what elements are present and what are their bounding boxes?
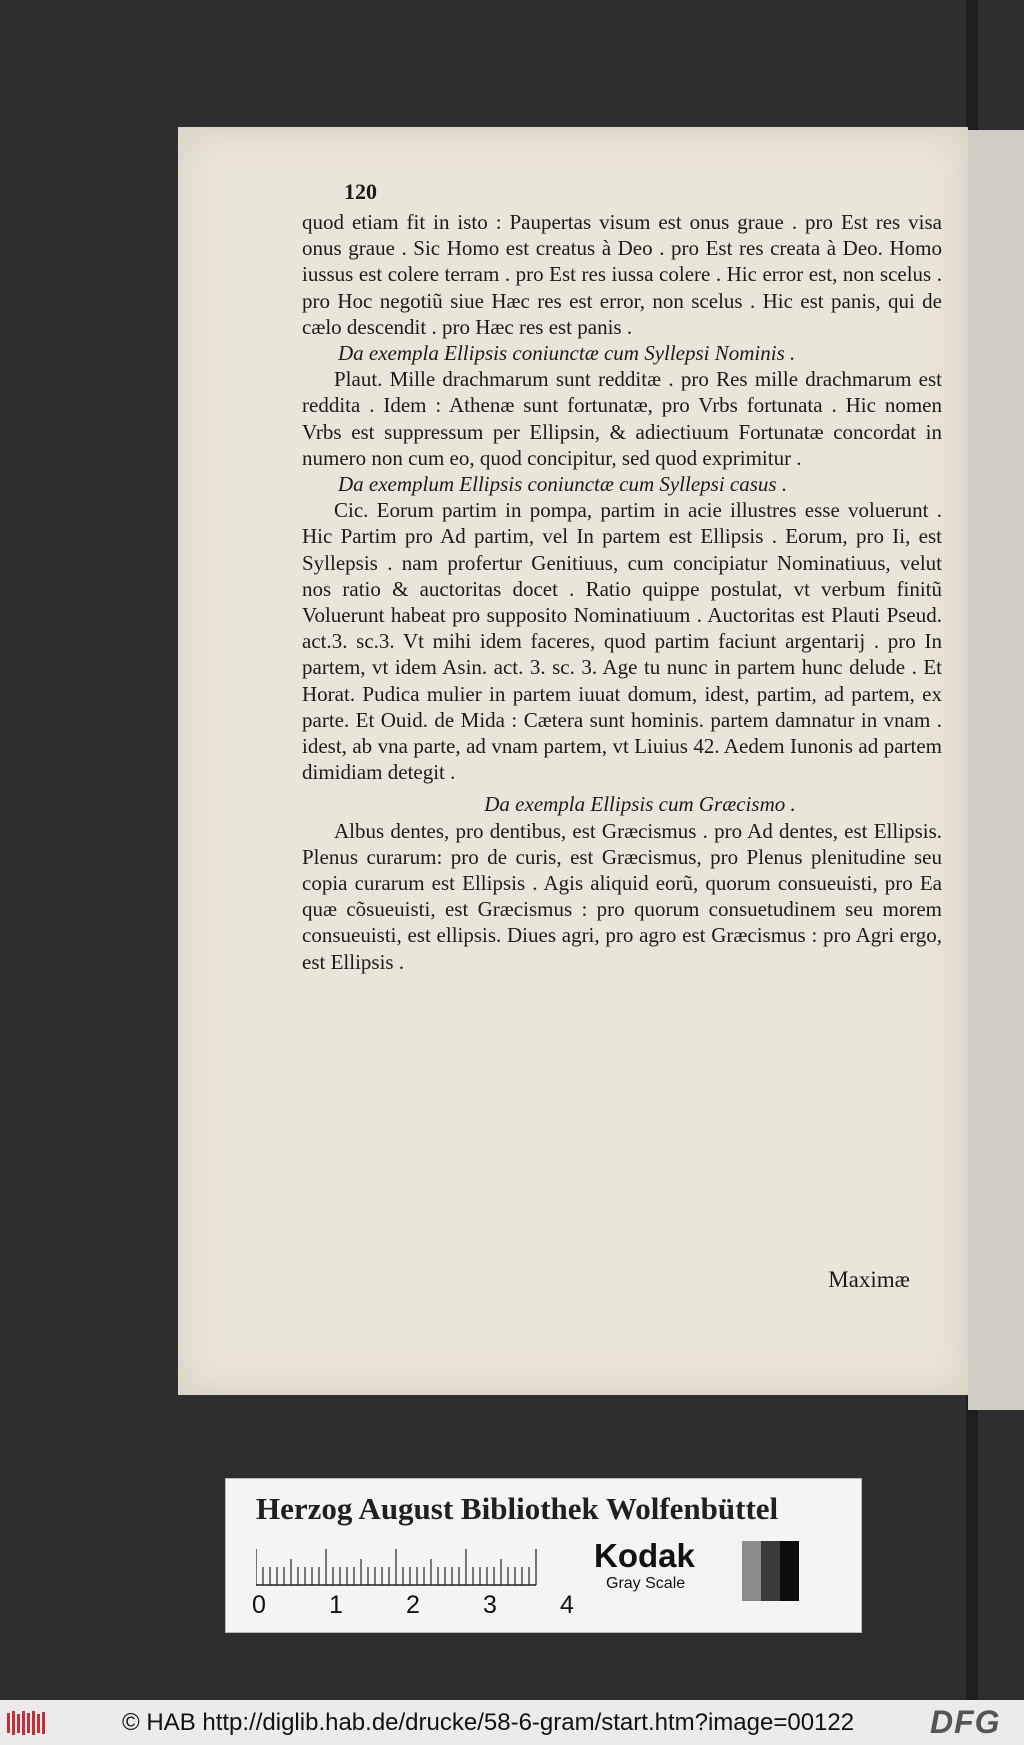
question-heading: Da exemplum Ellipsis coniunctæ cum Syllepsi casus . — [338, 472, 788, 497]
ruler-number: 2 — [406, 1591, 420, 1619]
ruler-number: 1 — [329, 1591, 343, 1619]
gray-patches — [723, 1541, 799, 1601]
color-target-card — [225, 1478, 862, 1633]
kodak-logo: Kodak — [594, 1537, 695, 1574]
page-number: 120 — [344, 179, 377, 204]
catchword: Maximæ — [828, 1267, 910, 1292]
hab-logo-icon — [6, 1709, 48, 1737]
gray-patch — [761, 1541, 780, 1601]
ruler-numbers — [252, 1591, 592, 1621]
dfg-logo: DFG — [930, 1704, 1001, 1740]
body-paragraph: quod etiam fit in isto : Paupertas visum est onus graue . pro Est res visa onus graue . Sic Homo est creatus à Deo . pro Est res creata à Deo. Homo iussus est colere terram . pro Est res iussa colere . Hic error est, non scelus . pro Hoc negotiũ siue Hæc res est error, non scelus . Hic est panis, qui de cælo descendit . pro Hæc res est panis . — [302, 210, 942, 339]
body-paragraph: Plaut. Mille drachmarum sunt redditæ . pro Res mille drachmarum est reddita . Idem : Athenæ sunt fortunatæ, pro Vrbs fortunata . Hic nomen Vrbs est suppressum per Ellipsin, & adiectiuum Fortunatæ concordat in numero non cum eo, quod concipitur, sed quod exprimitur . — [302, 367, 942, 470]
ruler-scale — [256, 1547, 566, 1587]
ruler-number: 0 — [252, 1591, 266, 1619]
gray-patch — [742, 1541, 761, 1601]
question-heading: Da exempla Ellipsis cum Græcismo . — [484, 792, 796, 817]
book-page — [178, 127, 968, 1395]
question-heading: Da exempla Ellipsis coniunctæ cum Syllepsi Nominis . — [338, 341, 796, 366]
ruler-number: 4 — [560, 1591, 574, 1619]
gray-patch — [780, 1541, 799, 1601]
page-text — [302, 209, 942, 975]
gray-scale-label: Gray Scale — [606, 1575, 686, 1592]
footer-bar — [0, 1700, 1024, 1745]
body-paragraph: Albus dentes, pro dentibus, est Græcismus . pro Ad dentes, est Ellipsis. Plenus curarum: pro de curis, est Græcismus, pro Plenus plenitudine seu copia curarum est Ellipsis . Agis aliquid eorũ, quorum consueuisti, pro Ea quæ cõsueuisti, est Græcismus : pro quorum consuetudinem seu morem consueuisti, est ellipsis. Diues agri, pro agro est Græcismus : pro Agri ergo, est Ellipsis . — [302, 818, 942, 974]
copyright-link[interactable]: © HAB http://diglib.hab.de/drucke/58-6-gram/start.htm?image=00122 — [122, 1709, 855, 1736]
library-name: Herzog August Bibliothek Wolfenbüttel — [256, 1491, 779, 1526]
body-paragraph: Cic. Eorum partim in pompa, partim in acie illustres esse voluerunt . Hic Partim pro Ad partim, vel In partem est Ellipsis . Eorum, pro Ii, est Syllepsis . nam profertur Genitiuus, cum concipiatur Nominatiuus, velut nos ratio & auctoritas docet . Ratio quippe postulat, vt verbum finitũ Voluerunt habeat pro supposito Nominatiuum . Auctoritas est Plauti Pseud. act.3. sc.3. Vt mihi idem faceres, quod partim faciunt argentarij . pro In partem, vt idem Asin. act. 3. sc. 3. Age tu nunc in partem hunc delude . Et Horat. Pudica mulier in partem iuuat domum, idest, partim, ad partem, ex parte. Et Ouid. de Mida : Cætera sunt hominis. partem damnatur in vnam . idest, ab vna parte, ad vnam partem, vt Liuius 42. Aedem Iunonis ad partem dimidiam detegit . — [302, 498, 942, 785]
ruler-number: 3 — [483, 1591, 497, 1619]
gray-patch — [723, 1541, 742, 1601]
facing-page-edge — [968, 130, 1024, 1410]
